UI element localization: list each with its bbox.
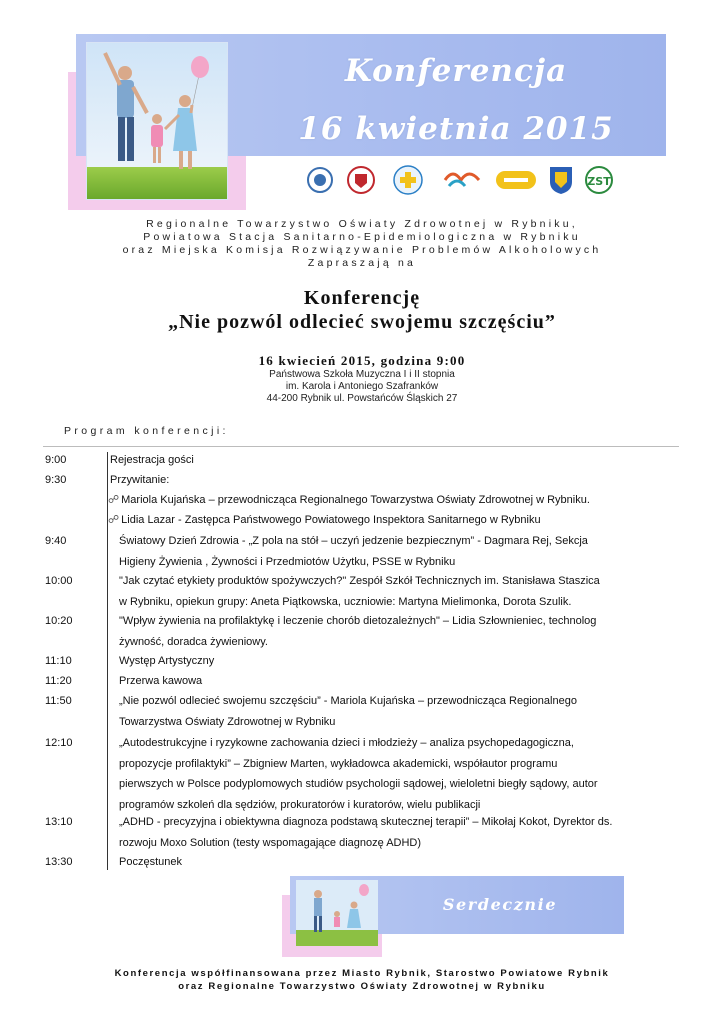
family-photo (86, 42, 228, 200)
program-desc-line: programów szkoleń dla sędziów, prokuratorów i kuratorów, wielu publikacji (119, 798, 481, 811)
program-desc-line: "Jak czytać etykiety produktów spożywczych?" Zespół Szkół Technicznych im. Stanisława Staszica (119, 575, 600, 587)
program-desc-line: w Rybniku, opiekun grupy: Aneta Piątkowska, uczniowie: Martyna Mielimonka, Dorota Szulik. (119, 595, 572, 608)
program-desc (119, 571, 664, 612)
program-desc-line: Towarzystwa Oświaty Zdrowotnej w Rybniku (119, 715, 336, 728)
family-photo-illustration (87, 43, 227, 199)
program-desc-line: propozycje profilaktyki” – Zbigniew Marten, wykładowca akademicki, współautor programu (119, 757, 558, 770)
conference-title (0, 286, 724, 334)
venue-address (0, 369, 724, 405)
speaker-bullet (108, 490, 668, 511)
invite-line: Zapraszają na (307, 257, 417, 269)
conference-banner-title (256, 42, 656, 158)
program-time: 11:50 (45, 695, 72, 707)
organizer-line: oraz Miejska Komisja Rozwiązywanie Problemów Alkoholowych (122, 244, 602, 256)
organizer-logo-2 (345, 165, 377, 195)
program-desc (119, 611, 664, 652)
program-desc: Występ Artystyczny (119, 655, 215, 667)
program-time: 13:30 (45, 856, 73, 868)
program-desc-line: Światowy Dzień Zdrowia - „Z pola na stół – uczyń jedzenie bezpiecznym” - Dagmara Rej, Sekcja (119, 535, 588, 547)
program-desc-line: „Nie pozwól odlecieć swojemu szczęściu” - Mariola Kujańska – przewodnicząca Regionalnego (119, 695, 577, 707)
program-time: 13:10 (45, 816, 73, 828)
program-time: 9:00 (45, 454, 67, 466)
conference-date: 16 kwiecień 2015, godzina 9:00 (258, 353, 466, 368)
bullet-icon: ☍ (108, 494, 120, 506)
program-desc (119, 812, 664, 853)
organizer-line: Regionalne Towarzystwo Oświaty Zdrowotnej w Rybniku, (146, 218, 578, 230)
svg-text:ZST: ZST (587, 175, 611, 188)
program-time: 10:00 (45, 575, 73, 587)
program-desc-line: żywność, doradca żywieniowy. (119, 635, 268, 648)
speaker-text: Mariola Kujańska – przewodnicząca Regionalnego Towarzystwa Oświaty Zdrowotnej w Rybniku. (121, 494, 590, 506)
program-desc: Rejestracja gości (110, 454, 194, 466)
program-time: 11:20 (45, 675, 72, 687)
banner-title-line2: 16 kwietnia 2015 (298, 111, 614, 147)
organizers-block (0, 218, 724, 270)
program-desc-line: Higieny Żywienia , Żywności i Przedmiotów Użytku, PSSE w Rybniku (119, 555, 456, 568)
school-logo (584, 165, 614, 195)
speaker-bullet (108, 510, 668, 531)
footer-family-photo (296, 880, 378, 946)
organizer-line: Powiatowa Stacja Sanitarno-Epidemiologiczna w Rybniku (143, 231, 581, 243)
venue-line: Państwowa Szkoła Muzyczna I i II stopnia (269, 369, 455, 380)
program-desc (119, 691, 664, 732)
conference-title-line2: „Nie pozwól odlecieć swojemu szczęściu” (168, 311, 556, 333)
rybnik-logo (439, 165, 485, 195)
program-time: 11:10 (45, 655, 72, 667)
venue-line: 44-200 Rybnik ul. Powstańców Śląskich 27 (266, 393, 458, 404)
banner-title-line1: Konferencja (344, 53, 568, 89)
program-time: 10:20 (45, 615, 73, 627)
program-desc: Przywitanie: (110, 474, 170, 486)
organizer-logo-1 (304, 165, 336, 195)
program-desc (119, 733, 664, 815)
program-desc-line: "Wpływ żywienia na profilaktykę i leczenie chorób dietozależnych" – Lidia Szłownieniec, technolog (119, 615, 597, 627)
program-heading: Program konferencji: (64, 425, 229, 437)
program-desc-line: „Autodestrukcyjne i ryzykowne zachowania dzieci i młodzieży – analiza psychopedagogiczna, (119, 737, 574, 749)
program-time: 9:40 (45, 535, 67, 547)
yellow-logo (494, 165, 538, 195)
rtoz-logo (386, 165, 430, 195)
program-desc: Poczęstunek (119, 856, 182, 868)
program-desc-line: „ADHD - precyzyjna i obiektywna diagnoza podstawą skutecznej terapii” – Mikołaj Kokot, Dyrektor ds. (119, 816, 613, 828)
program-desc-line: pierwszych w Polsce podyplomowych studiów psychologii sądowej, wieloletni biegły sądowy, autor (119, 778, 598, 790)
venue-line: im. Karola i Antoniego Szafranków (285, 381, 439, 392)
program-desc-line: rozwoju Moxo Solution (testy wspomagające diagnozę ADHD) (119, 836, 422, 849)
conference-title-line1: Konferencję (303, 287, 421, 309)
bullet-icon: ☍ (108, 514, 120, 526)
cofinance-line: oraz Regionalne Towarzystwo Oświaty Zdrowotnej w Rybniku (178, 981, 546, 992)
speaker-text: Lidia Lazar - Zastępca Państwowego Powiatowego Inspektora Sanitarnego w Rybniku (121, 514, 541, 526)
coat-of-arms-logo (547, 165, 575, 195)
program-separator (43, 446, 679, 447)
program-time: 9:30 (45, 474, 67, 486)
program-desc: Przerwa kawowa (119, 675, 203, 687)
footer-photo-illustration (296, 880, 378, 946)
partner-logos (304, 163, 614, 197)
footer-banner-text: Serdecznie zapraszamy (439, 895, 561, 972)
program-time: 12:10 (45, 737, 73, 749)
cofinance-line: Konferencja współfinansowana przez Miasto Rybnik, Starostwo Powiatowe Rybnik (114, 968, 610, 979)
cofinance-note (0, 967, 724, 993)
program-desc (119, 531, 664, 572)
